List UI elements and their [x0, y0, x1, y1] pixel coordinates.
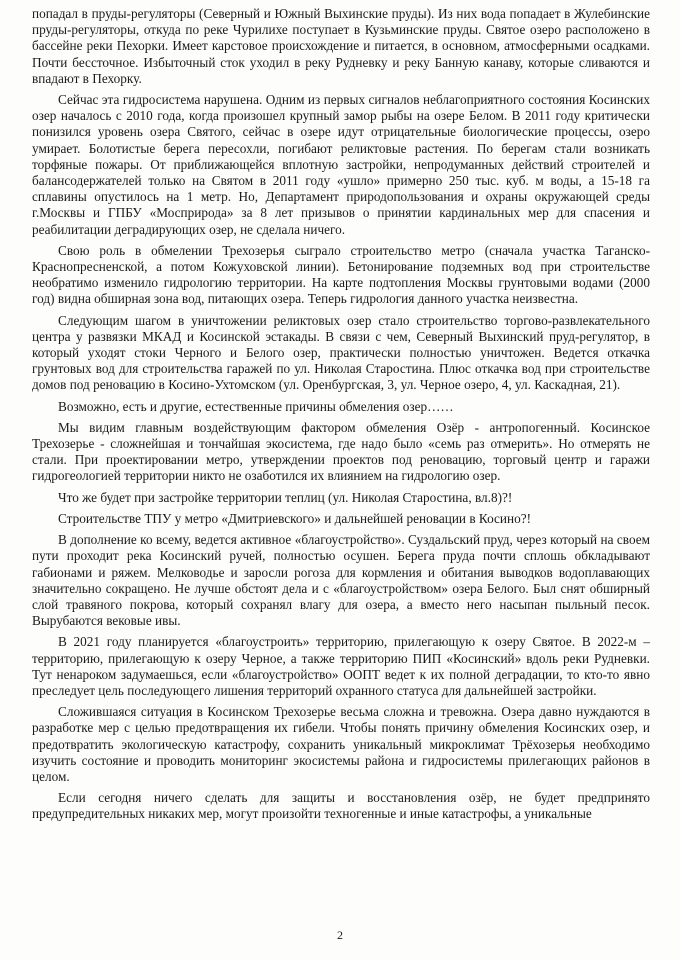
- paragraph-12: Если сегодня ничего сделать для защиты и восстановления озёр, не будет предпринято предупредительных никаких мер, могут произойти техногенные и иные катастрофы, а уникальные: [32, 790, 650, 822]
- paragraph-3: Свою роль в обмелении Трехозерья сыграло строительство метро (сначала участка Таганско-Краснопресненской, а потом Кожуховской линии). Бетонирование подземных вод при строительстве необратимо изменило гидрологию территории. На карте подтопления Москвы грунтовыми водами (2000 год) видна обширная зона вод, питающих озера. Теперь гидрология данного участка неизвестна.: [32, 242, 650, 307]
- paragraph-1: попадал в пруды-регуляторы (Северный и Южный Выхинские пруды). Из них вода попадает в Жулебинские пруды-регуляторы, откуда по реке Чурилихе поступает в Кузьминские пруды. Святое озеро расположено в бассейне реки Пехорки. Имеет карстовое происхождение и питается, в основном, атмосферными осадками. Почти бессточное. Избыточный сток уходил в реку Рудневку и реку Банную канаву, которые сливаются и впадают в Пехорку.: [32, 6, 650, 86]
- paragraph-2: Сейчас эта гидросистема нарушена. Одним из первых сигналов неблагоприятного состояния Косинских озер началось с 2010 года, когда произошел крупный замор рыбы на озере Белом. В 2011 году критически понизился уровень озера Святого, сейчас в озере идут отрицательные биологические процессы, озеро умирает. Болотистые берега пересохли, погибают реликтовые растения. По берегам стали возникать торфяные пожары. От приближающейся вплотную застройки, непродуманных действий строителей и балансодержателей только на Святом в 2011 году «ушло» примерно 250 тыс. куб. м воды, а 15-18 га сплавины опустилось на 1 метр. Но, Департамент природопользования и охраны окружающей среды г.Москвы и ГПБУ «Мосприрода» за 8 лет призывов о принятии кардинальных мер для спасения и реабилитации деградирующих озер, не сделала ничего.: [32, 92, 650, 237]
- page-number: 2: [337, 928, 343, 942]
- paragraph-11: Сложившаяся ситуация в Косинском Трехозерье весьма сложна и тревожна. Озера давно нуждаются в разработке мер с целью предотвращения их гибели. Чтобы понять причину обмеления Косинских озер, и предотвратить экологическую катастрофу, сохранить уникальный микроклимат Трёхозерья необходимо изучить состояние и проводить мониторинг экосистемы района и гидросистемы прилегающих районов в целом.: [32, 704, 650, 784]
- paragraph-7: Что же будет при застройке территории теплиц (ул. Николая Старостина, вл.8)?!: [58, 489, 513, 505]
- document-body: [32, 6, 650, 823]
- paragraph-9: В дополнение ко всему, ведется активное «благоустройство». Суздальский пруд, через который на своем пути проходит река Косинский ручей, полностью осушен. Берега пруда почти сплошь обкладывают габионами и ряжем. Мелководье и заросли рогоза для кормления и обитания выводков водоплавающих значительно сокращено. Не лучше обстоят дела и с «благоустройством» озера Белого. Был снят обширный слой травяного покрова, который сохранял влагу для озера, а вместо него насыпан пыльный песок. Вырубаются вековые ивы.: [32, 532, 650, 629]
- paragraph-4: Следующим шагом в уничтожении реликтовых озер стало строительство торгово-развлекательного центра у развязки МКАД и Косинской эстакады. В связи с чем, Северный Выхинский пруд-регулятор, в который уходят стоки Черного и Белого озер, практически полностью уничтожен. Ведется откачка грунтовых вод для строительства гаражей по ул. Николая Старостина. Плюс откачка вод при строительстве домов под реновацию в Косино-Ухтомском (ул. Оренбургская, 3, ул. Черное озеро, 4, ул. Каскадная, 21).: [32, 312, 650, 393]
- paragraph-6: Мы видим главным воздействующим фактором обмеления Озёр - антропогенный. Косинское Трехозерье - сложнейшая и тончайшая экосистема, где надо было «семь раз отмерить». Но отмерять не стали. При проектировании метро, утверждении проектов под реновацию, торговый центр и гаражи гидрогеологией территории никто не озаботился их влиянием на гидрологию озер.: [32, 419, 650, 484]
- paragraph-10: В 2021 году планируется «благоустроить» территорию, прилегающую к озеру Святое. В 2022-м – территорию, прилегающую к озеру Черное, а также территорию ПИП «Косинский» вдоль реки Рудневки. Тут ненароком задумаешься, если «благоустройство» ООПТ ведет к их полной деградации, то кто-то явно преследует цель последующего лишения территорий охранного статуса для дальнейшей застройки.: [32, 634, 650, 698]
- paragraph-8: Строительстве ТПУ у метро «Дмитриевского» и дальнейшей реновации в Косино?!: [58, 510, 532, 526]
- paragraph-5: Возможно, есть и другие, естественные причины обмеления озер……: [58, 398, 454, 414]
